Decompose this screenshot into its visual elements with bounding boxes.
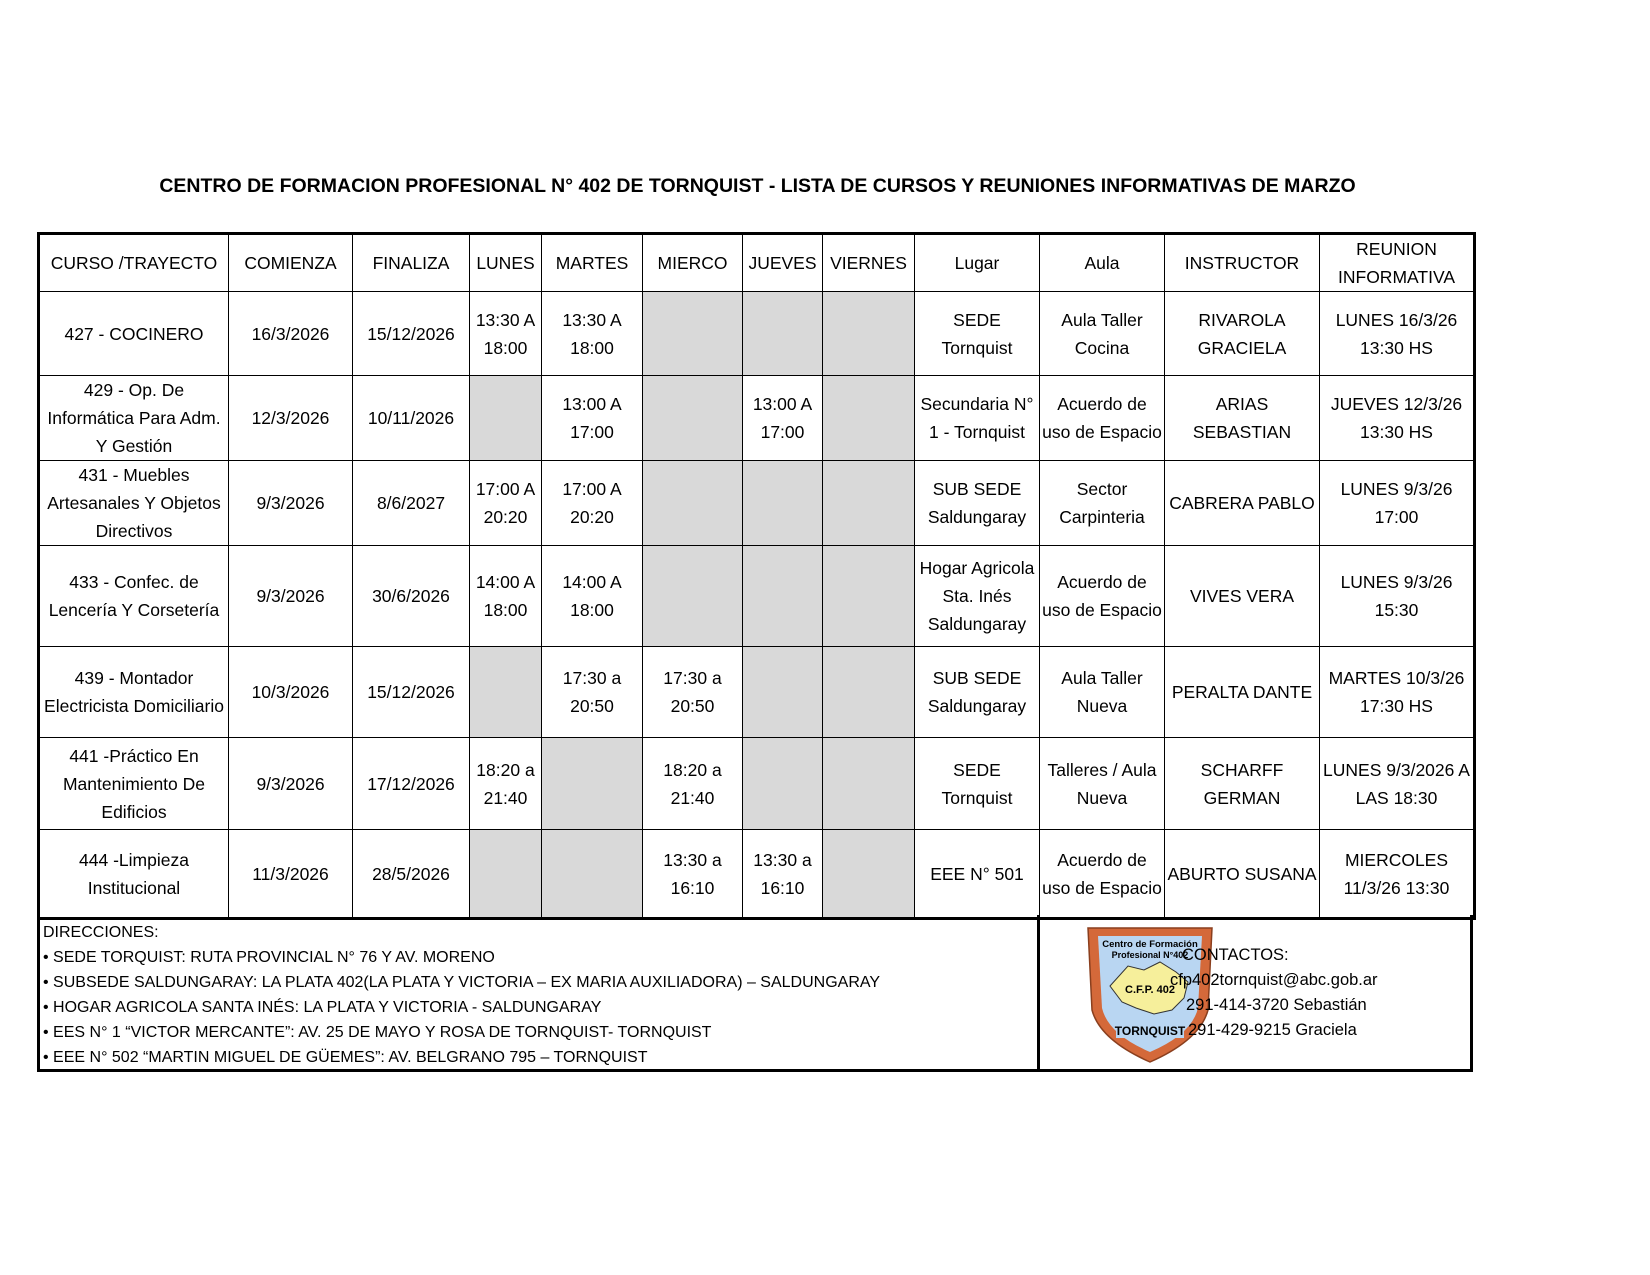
table-row bbox=[39, 647, 1475, 738]
cell-jueves: 13:30 a 16:10 bbox=[743, 830, 823, 919]
cell-reunion: LUNES 9/3/2026 A LAS 18:30 bbox=[1320, 738, 1475, 830]
cell-instructor: CABRERA PABLO bbox=[1165, 461, 1320, 546]
directions-heading: DIRECCIONES: bbox=[43, 924, 159, 941]
header-reunion: REUNION INFORMATIVA bbox=[1320, 234, 1475, 292]
cell-instructor: VIVES VERA bbox=[1165, 546, 1320, 647]
cell-reunion: MIERCOLES 11/3/26 13:30 bbox=[1320, 830, 1475, 919]
cell-miercoles bbox=[643, 546, 743, 647]
logo-text-top-1: Centro de Formación bbox=[1102, 939, 1198, 950]
cell-aula: Acuerdo de uso de Espacio bbox=[1040, 830, 1165, 919]
logo-text-bottom: TORNQUIST bbox=[1114, 1024, 1186, 1038]
cell-finaliza: 30/6/2026 bbox=[353, 546, 470, 647]
header-jueves: JUEVES bbox=[743, 234, 823, 292]
table-row bbox=[39, 461, 1475, 546]
table-row bbox=[39, 292, 1475, 376]
contacts-heading: CONTACTOS: bbox=[1182, 946, 1289, 964]
cell-curso: 433 - Confec. de Lencería Y Corsetería bbox=[39, 546, 229, 647]
header-lugar: Lugar bbox=[915, 234, 1040, 292]
logo-text-center: C.F.P. 402 bbox=[1125, 984, 1175, 996]
cell-viernes bbox=[823, 738, 915, 830]
direction-item: • SUBSEDE SALDUNGARAY: LA PLATA 402(LA PLATA Y VICTORIA – EX MARIA AUXILIADORA) – SALDUNGARAY bbox=[43, 974, 881, 991]
cell-martes: 17:00 A 20:20 bbox=[542, 461, 643, 546]
directions-section bbox=[40, 915, 1040, 1069]
contact-email: cfp402tornquist@abc.gob.ar bbox=[1170, 971, 1378, 989]
contact-phone: 291-414-3720 Sebastián bbox=[1186, 996, 1367, 1014]
cell-curso: 431 - Muebles Artesanales Y Objetos Directivos bbox=[39, 461, 229, 546]
cell-lunes bbox=[470, 647, 542, 738]
cell-comienza: 11/3/2026 bbox=[229, 830, 353, 919]
page-title: CENTRO DE FORMACION PROFESIONAL N° 402 DE TORNQUIST - LISTA DE CURSOS Y REUNIONES INFORMATIVAS DE MARZO bbox=[159, 175, 1356, 197]
cell-lunes: 18:20 a 21:40 bbox=[470, 738, 542, 830]
contacts-section bbox=[1170, 943, 1470, 1043]
cell-lunes: 17:00 A 20:20 bbox=[470, 461, 542, 546]
cell-aula: Sector Carpinteria bbox=[1040, 461, 1165, 546]
cell-comienza: 9/3/2026 bbox=[229, 461, 353, 546]
cell-lunes: 13:30 A 18:00 bbox=[470, 292, 542, 376]
direction-item: • EES N° 1 “VICTOR MERCANTE”: AV. 25 DE MAYO Y ROSA DE TORNQUIST- TORNQUIST bbox=[43, 1024, 712, 1041]
cell-instructor: SCHARFF GERMAN bbox=[1165, 738, 1320, 830]
cell-miercoles bbox=[643, 376, 743, 461]
header-miercoles: MIERCO bbox=[643, 234, 743, 292]
cell-lugar: SUB SEDE Saldungaray bbox=[915, 461, 1040, 546]
cell-jueves bbox=[743, 292, 823, 376]
cell-miercoles: 13:30 a 16:10 bbox=[643, 830, 743, 919]
cell-jueves bbox=[743, 461, 823, 546]
table-row bbox=[39, 546, 1475, 647]
cell-viernes bbox=[823, 647, 915, 738]
cell-reunion: LUNES 9/3/26 15:30 bbox=[1320, 546, 1475, 647]
cell-curso: 441 -Práctico En Mantenimiento De Edificios bbox=[39, 738, 229, 830]
cell-martes: 13:00 A 17:00 bbox=[542, 376, 643, 461]
cell-reunion: MARTES 10/3/26 17:30 HS bbox=[1320, 647, 1475, 738]
header-aula: Aula bbox=[1040, 234, 1165, 292]
cell-jueves: 13:00 A 17:00 bbox=[743, 376, 823, 461]
cell-lugar: SEDE Tornquist bbox=[915, 292, 1040, 376]
header-martes: MARTES bbox=[542, 234, 643, 292]
cell-jueves bbox=[743, 738, 823, 830]
cell-aula: Acuerdo de uso de Espacio bbox=[1040, 376, 1165, 461]
cell-comienza: 9/3/2026 bbox=[229, 738, 353, 830]
header-finaliza: FINALIZA bbox=[353, 234, 470, 292]
cell-viernes bbox=[823, 376, 915, 461]
cell-curso: 429 - Op. De Informática Para Adm. Y Gestión bbox=[39, 376, 229, 461]
cell-lugar: EEE N° 501 bbox=[915, 830, 1040, 919]
cell-comienza: 16/3/2026 bbox=[229, 292, 353, 376]
cell-martes bbox=[542, 738, 643, 830]
cell-finaliza: 15/12/2026 bbox=[353, 647, 470, 738]
cell-viernes bbox=[823, 830, 915, 919]
cell-finaliza: 28/5/2026 bbox=[353, 830, 470, 919]
cell-lugar: SEDE Tornquist bbox=[915, 738, 1040, 830]
cell-finaliza: 15/12/2026 bbox=[353, 292, 470, 376]
cell-martes bbox=[542, 830, 643, 919]
table-row bbox=[39, 830, 1475, 919]
cell-aula: Aula Taller Cocina bbox=[1040, 292, 1165, 376]
cell-aula: Aula Taller Nueva bbox=[1040, 647, 1165, 738]
cell-lugar: Secundaria N° 1 - Tornquist bbox=[915, 376, 1040, 461]
cell-instructor: ABURTO SUSANA bbox=[1165, 830, 1320, 919]
cell-reunion: JUEVES 12/3/26 13:30 HS bbox=[1320, 376, 1475, 461]
cell-lunes bbox=[470, 830, 542, 919]
cell-reunion: LUNES 16/3/26 13:30 HS bbox=[1320, 292, 1475, 376]
header-comienza: COMIENZA bbox=[229, 234, 353, 292]
contact-phone: 291-429-9215 Graciela bbox=[1188, 1021, 1357, 1039]
cell-aula: Acuerdo de uso de Espacio bbox=[1040, 546, 1165, 647]
cell-comienza: 10/3/2026 bbox=[229, 647, 353, 738]
cell-finaliza: 10/11/2026 bbox=[353, 376, 470, 461]
cell-lugar: Hogar Agricola Sta. Inés Saldungaray bbox=[915, 546, 1040, 647]
cell-martes: 17:30 a 20:50 bbox=[542, 647, 643, 738]
cell-lunes bbox=[470, 376, 542, 461]
cell-comienza: 12/3/2026 bbox=[229, 376, 353, 461]
header-lunes: LUNES bbox=[470, 234, 542, 292]
cell-martes: 13:30 A 18:00 bbox=[542, 292, 643, 376]
cell-miercoles bbox=[643, 292, 743, 376]
logo-text-top-2: Profesional N°402 bbox=[1111, 950, 1189, 960]
cell-martes: 14:00 A 18:00 bbox=[542, 546, 643, 647]
cell-curso: 427 - COCINERO bbox=[39, 292, 229, 376]
cell-miercoles bbox=[643, 461, 743, 546]
cell-finaliza: 8/6/2027 bbox=[353, 461, 470, 546]
cell-jueves bbox=[743, 546, 823, 647]
header-curso: CURSO /TRAYECTO bbox=[39, 234, 229, 292]
direction-item: • EEE N° 502 “MARTIN MIGUEL DE GÜEMES”: AV. BELGRANO 795 – TORNQUIST bbox=[43, 1049, 648, 1066]
cell-curso: 439 - Montador Electricista Domiciliario bbox=[39, 647, 229, 738]
cell-viernes bbox=[823, 546, 915, 647]
cell-curso: 444 -Limpieza Institucional bbox=[39, 830, 229, 919]
cell-comienza: 9/3/2026 bbox=[229, 546, 353, 647]
table-row bbox=[39, 376, 1475, 461]
header-instructor: INSTRUCTOR bbox=[1165, 234, 1320, 292]
cell-lugar: SUB SEDE Saldungaray bbox=[915, 647, 1040, 738]
footer-panel bbox=[37, 915, 1473, 1072]
cell-reunion: LUNES 9/3/26 17:00 bbox=[1320, 461, 1475, 546]
cell-miercoles: 18:20 a 21:40 bbox=[643, 738, 743, 830]
header-viernes: VIERNES bbox=[823, 234, 915, 292]
direction-item: • HOGAR AGRICOLA SANTA INÉS: LA PLATA Y VICTORIA - SALDUNGARAY bbox=[43, 999, 602, 1016]
header-row bbox=[39, 234, 1475, 292]
table-row bbox=[39, 738, 1475, 830]
direction-item: • SEDE TORQUIST: RUTA PROVINCIAL N° 76 Y AV. MORENO bbox=[43, 949, 495, 966]
cell-lunes: 14:00 A 18:00 bbox=[470, 546, 542, 647]
cell-instructor: RIVAROLA GRACIELA bbox=[1165, 292, 1320, 376]
cell-jueves bbox=[743, 647, 823, 738]
cell-viernes bbox=[823, 461, 915, 546]
cell-miercoles: 17:30 a 20:50 bbox=[643, 647, 743, 738]
cell-aula: Talleres / Aula Nueva bbox=[1040, 738, 1165, 830]
cell-instructor: PERALTA DANTE bbox=[1165, 647, 1320, 738]
courses-table bbox=[37, 232, 1476, 920]
cell-instructor: ARIAS SEBASTIAN bbox=[1165, 376, 1320, 461]
cell-viernes bbox=[823, 292, 915, 376]
cell-finaliza: 17/12/2026 bbox=[353, 738, 470, 830]
